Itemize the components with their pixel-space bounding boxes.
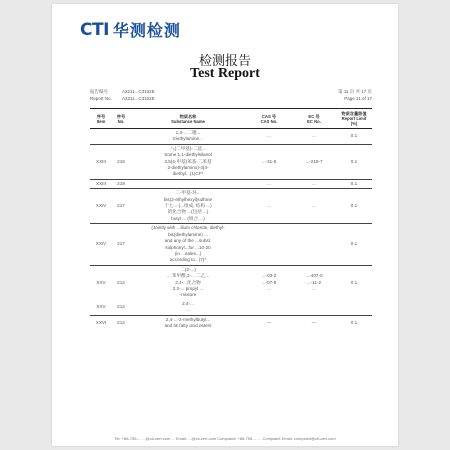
- cell-ec: ...-407-0 ...-11-2 ...: [292, 265, 336, 300]
- column-header: 物质含量限值 Report Limit (%): [336, 109, 372, 129]
- cell-item: XXIV: [90, 189, 112, 224]
- cti-logo: [80, 18, 181, 41]
- cell-limit: 0.1: [336, 224, 372, 265]
- cell-ec: [292, 224, 336, 265]
- cell-limit: [336, 300, 372, 315]
- cell-substance: 二-甲基-环... bis(2-ethylhexyl)sulfone 十七... (...组成, 结构 ...) 的化合物 ...(包括 ...) butyl ... (组合 ...): [130, 189, 246, 224]
- column-header: 序号 No.: [112, 109, 130, 129]
- brand-latin: CTI: [80, 19, 109, 40]
- column-header: EC 号 EC No.: [292, 109, 336, 129]
- cell-item: XXV: [96, 303, 106, 309]
- column-header: 物质名称 Substance Name: [130, 109, 246, 129]
- cell-no: 219: [112, 179, 130, 188]
- cell-substance: 2,4-... ...: [182, 300, 194, 313]
- cell-item: XXIII: [90, 144, 112, 179]
- cell-substance: (Jointly with ...ilium chloride, diethyl- bis(diethylamine) ... and any of the ...subst. sulphonyl...for ...10-20 (in ...sales...) according to...(7)*: [130, 224, 246, 265]
- cell-item: [90, 129, 112, 145]
- cell-no: [112, 129, 130, 145]
- substance-table: [90, 108, 372, 330]
- table-row: [90, 189, 372, 224]
- page-footer: Tel: +86-755-... ...@cti-cert.com ... Email: ...@cti-cert.com Complaint: +86-755-... ... Complaint Email: complaint@cti-cert.com: [114, 436, 336, 441]
- table-header-row: [90, 109, 372, 129]
- cell-ec: —: [292, 315, 336, 330]
- cell-limit: 0.1: [336, 144, 372, 179]
- column-header: CAS 号 CAS No.: [246, 109, 292, 129]
- table-row: [90, 224, 372, 265]
- cell-cas: ...-03-2 ...-07-9 ...: [246, 265, 292, 300]
- cell-substance: 2,4-...-2-methylbutyl... and its fatty acid esters: [130, 315, 246, 330]
- cell-no: 214: [117, 303, 125, 309]
- cell-limit: 0.1: [336, 315, 372, 330]
- cell-ec: [292, 300, 336, 315]
- page-title-chinese: 检测报告: [198, 54, 251, 69]
- cell-ec: ...: [292, 189, 336, 224]
- cell-ec: ...: [292, 179, 336, 188]
- cell-substance: 八(二甲基)-二硅... Some 1,1-diethylsilanol 3,5(4-甲基)苯基-二苯基 2-diethylamino)-4(4- diethyl...(1)CF*: [130, 144, 246, 179]
- cell-limit: 0.1: [336, 265, 372, 300]
- cell-no: 218: [112, 144, 130, 179]
- cell-cas: ...: [246, 179, 292, 188]
- cell-cas: ...: [267, 133, 271, 139]
- cell-substance: [130, 179, 246, 188]
- table-row: [90, 144, 372, 179]
- brand-chinese: 华测检测: [112, 21, 181, 40]
- cell-item: XXIII: [90, 179, 112, 188]
- cell-item: XXV: [90, 265, 112, 300]
- table-row: [90, 129, 372, 145]
- table-row: [90, 179, 372, 188]
- table-row: [90, 315, 372, 330]
- cell-limit: 0.1: [336, 189, 372, 224]
- column-header: 序号 Item: [90, 109, 112, 129]
- cell-cas: [246, 300, 292, 315]
- cell-cas: —: [246, 315, 292, 330]
- cell-ec: ...: [312, 133, 316, 139]
- cell-no: 214: [112, 265, 130, 300]
- cell-no: 214: [112, 315, 130, 330]
- cell-cas: ...: [246, 189, 292, 224]
- cell-cas: ...-31-5: [246, 144, 292, 179]
- cell-cas: [246, 224, 292, 265]
- table-row: [90, 265, 372, 300]
- cell-limit: 0.1: [336, 179, 372, 188]
- cell-no: 217: [112, 224, 130, 265]
- cell-item: XXVI: [90, 315, 112, 330]
- table-row: [90, 300, 372, 315]
- cell-ec: ...-218-7: [292, 144, 336, 179]
- cell-item: XXIV: [90, 224, 112, 265]
- cell-limit: 0.1: [350, 133, 358, 139]
- page-number: 第 11 页 共 17 页 Page 11 of 17: [338, 89, 372, 101]
- report-no-label: 报告编号 Report No.: [90, 89, 112, 101]
- cell-substance: 二(2-...) ... 苯甲酸,2-... 二乙... 2,4-...化合物 2,2-... propyl ... -mixture: [130, 265, 246, 300]
- cell-substance: 1,3-...二噻... triethylamine...: [173, 130, 203, 142]
- cell-no: 217: [112, 189, 130, 224]
- report-no-value: A2211...C3102E A2211...C3102E: [122, 89, 155, 101]
- report-page: [52, 4, 398, 446]
- page-title-english: Test Report: [190, 66, 260, 81]
